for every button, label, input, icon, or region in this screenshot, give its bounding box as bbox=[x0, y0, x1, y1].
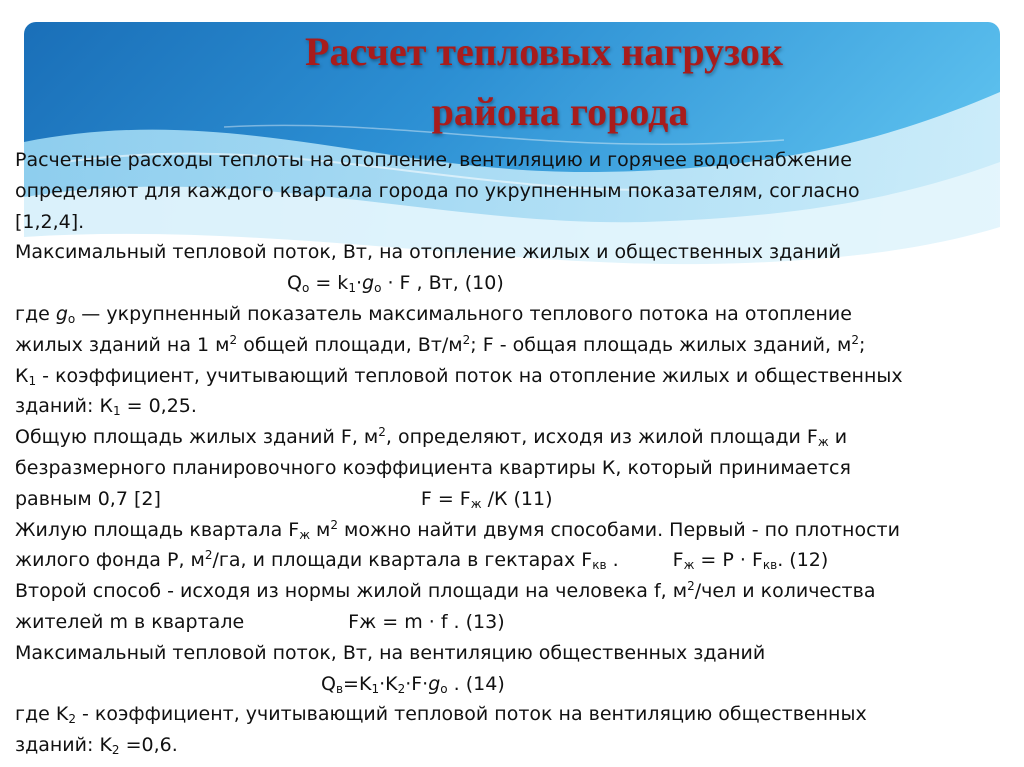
slide-title bbox=[0, 28, 1024, 136]
text-line: где $g_o$ — укрупненный показатель максимального теплового потока на отопление bbox=[15, 302, 852, 326]
text-line: зданий: $К_1 = 0,25$. bbox=[15, 395, 197, 419]
title-line-1: Расчет тепловых нагрузок bbox=[305, 29, 783, 74]
text-line: зданий: $K_2 =0,6$. bbox=[15, 734, 178, 758]
text-line: Общую площадь жилых зданий F, $м^2$, определяют, исходя из жилой площади $F_ж$ и bbox=[15, 425, 848, 450]
text-line: где $K_2$ - коэффициент, учитывающий тепловой поток на вентиляцию общественных bbox=[15, 703, 867, 727]
formula-14: $Q_в=K_1\cdot K_2\cdot F\cdot g_o$ . (14) bbox=[321, 672, 505, 696]
text-line: жилых зданий на 1 $м^2$ общей площади, $Вт/м^2$; F - общая площадь жилых зданий, $м^2$; bbox=[15, 332, 866, 356]
text-line: Максимальный тепловой поток, Вт, на вентиляцию общественных зданий bbox=[15, 641, 766, 664]
title-line-2: района города bbox=[431, 89, 689, 134]
text-line: жителей m в квартале Fж = m · f . (13) bbox=[15, 610, 505, 633]
text-line: Расчетные расходы теплоты на отопление, вентиляцию и горячее водоснабжение bbox=[15, 149, 852, 171]
text-line: Жилую площадь квартала $F_ж$ $м^2$ можно найти двумя способами. Первый - по плотности bbox=[15, 517, 900, 542]
text-line: Максимальный тепловой поток, Вт, на отопление жилых и общественных зданий bbox=[15, 241, 841, 264]
text-line: $К_1$ - коэффициент, учитывающий тепловой поток на отопление жилых и общественных bbox=[15, 364, 903, 388]
text-line: равным 0,7 [2] $F = F_ж$ /К (11) bbox=[15, 487, 553, 511]
text-line: [1,2,4]. bbox=[15, 210, 85, 233]
text-line: определяют для каждого квартала города по укрупненным показателям, согласно bbox=[15, 179, 860, 202]
text-line: безразмерного планировочного коэффициента квартиры К, который принимается bbox=[15, 456, 851, 479]
text-line: жилого фонда Р, $м^2/га$, и площади квартала в гектарах $F_{кв}$ . $F_ж = P \cdot F_{кв}$. (12) bbox=[15, 548, 829, 573]
text-line: Второй способ - исходя из нормы жилой площади на человека f, $м^2$/чел и количества bbox=[15, 579, 876, 603]
body-text bbox=[15, 145, 1015, 761]
formula-10: $Q_o = k_1\cdot g_o \cdot F$ , Вт, (10) bbox=[287, 272, 504, 296]
